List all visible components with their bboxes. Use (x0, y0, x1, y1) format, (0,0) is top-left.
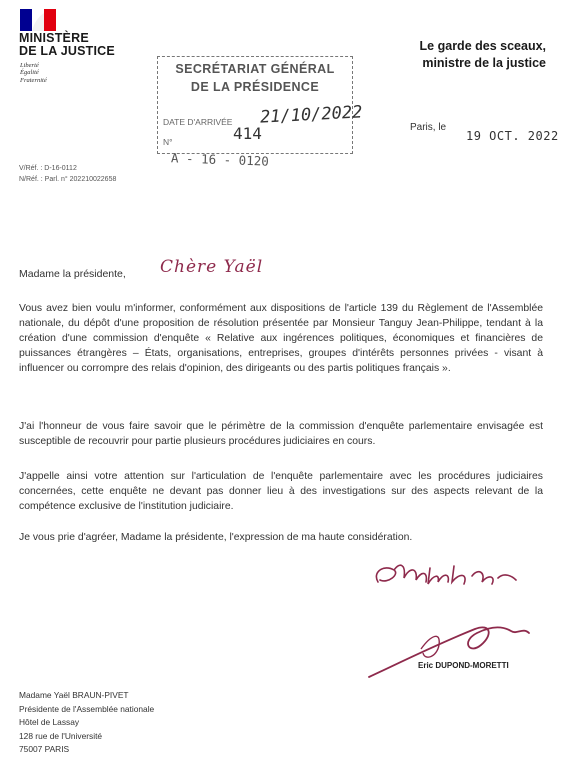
stamp-title-line-1: SECRÉTARIAT GÉNÉRAL (175, 62, 335, 76)
reception-stamp (157, 56, 363, 154)
sender-line-2: ministre de la justice (422, 56, 546, 70)
signer-name: Eric DUPOND-MORETTI (418, 661, 509, 670)
stamp-arrival-date: 21/10/2022 (259, 102, 363, 128)
body-paragraph-2: J'ai l'honneur de vous faire savoir que le périmètre de la commission d'enquête parlementaire envisagée est susceptible de recouvrir pour partie plusieurs procédures judiciaires en cours. (19, 421, 543, 448)
handwritten-closing-icon (370, 558, 520, 596)
sender-title (420, 38, 546, 72)
motto-egalite: Égalité (20, 69, 39, 77)
body-paragraph-3: J'appelle ainsi votre attention sur l'articulation de l'enquête parlementaire avec les procédures judiciaires concernées, cette enquête ne devant pas donner lieu à des investigations sur des aspects relevant de la compétence exclusive de l'institution judiciaire. (19, 471, 543, 513)
ministry-line-2: DE LA JUSTICE (19, 44, 115, 58)
recipient-name: Madame Yaël BRAUN-PIVET (19, 690, 129, 700)
stamp-date-label: DATE D'ARRIVÉE (163, 117, 233, 127)
handwritten-greeting: Chère Yaël (160, 257, 264, 277)
our-reference: N/Réf. : Parl. n° 202210022658 (19, 176, 117, 183)
stamp-title-line-2: DE LA PRÉSIDENCE (190, 80, 320, 94)
dateline-date: 19 OCT. 2022 (466, 129, 559, 143)
stamp-number: 414 (233, 124, 262, 143)
recipient-street: 128 rue de l'Université (19, 730, 103, 741)
recipient-title: Présidente de l'Assemblée nationale (19, 703, 155, 714)
sender-line-1: Le garde des sceaux, (419, 39, 546, 53)
body-paragraph-1: Vous avez bien voulu m'informer, conformément aux dispositions de l'article 139 du Règlement de l'Assemblée nationale, du dépôt d'une proposition de résolution présentée par Monsieur Tanguy Jean-Philippe, tendant à la création d'une commission d'enquête « Relative aux ingérences politiques, économiques et financières de puissances étrangères – États, organisations, entreprises, groupes d'intérêts personnes privées - visant à influencer ou corrompre des relais d'opinion, des dirigeants ou des partis politiques français ». (19, 303, 543, 375)
stamp-number-label: N° (163, 137, 173, 147)
your-reference: V/Réf. : D-16-0112 (19, 165, 77, 172)
dateline-place: Paris, le (410, 122, 447, 133)
ministry-line-1: MINISTÈRE (19, 31, 89, 45)
references (19, 163, 116, 185)
body-paragraph-closing: Je vous prie d'agréer, Madame la présidente, l'expression de ma haute considération. (19, 532, 413, 543)
motto-fraternite: Fraternité (20, 76, 47, 84)
republic-motto (20, 62, 47, 84)
motto-liberte: Liberté (20, 62, 39, 69)
recipient-address (19, 689, 154, 757)
salutation: Madame la présidente, (19, 268, 126, 280)
ministry-name (19, 32, 115, 58)
recipient-building: Hôtel de Lassay (19, 717, 80, 727)
recipient-city: 75007 PARIS (19, 744, 70, 754)
signature-icon (365, 605, 535, 685)
handwritten-file-reference: A - 16 - 0120 (170, 150, 270, 169)
marianne-logo-icon (20, 9, 56, 31)
